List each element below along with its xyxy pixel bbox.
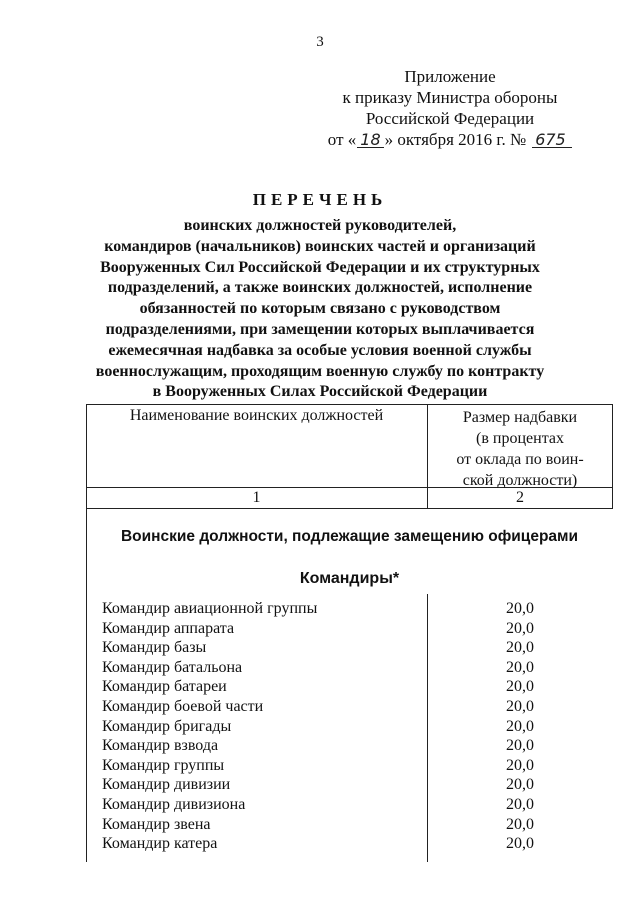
allowance-value: 20,0 (506, 697, 534, 715)
appendix-country: Российской Федерации (365, 109, 535, 128)
header-allowance-line: (в процентах (476, 430, 564, 447)
subtitle-line: ежемесячная надбавка за особые условия военной службы (108, 341, 532, 359)
header-allowance-line: Размер надбавки (462, 409, 578, 426)
column-number-2: 2 (516, 489, 524, 506)
position-name: Командир дивизиона (102, 795, 246, 813)
table-row (86, 834, 613, 854)
section-title: Воинские должности, подлежащие замещению офицерами (120, 528, 579, 545)
table-row (86, 736, 613, 756)
allowance-value: 20,0 (506, 737, 534, 755)
subtitle-line: в Вооруженных Силах Российской Федерации (152, 383, 488, 401)
table-row (86, 638, 613, 658)
position-name: Командир аппарата (102, 619, 235, 637)
allowance-value: 20,0 (506, 776, 534, 794)
position-name: Командир звена (102, 815, 211, 833)
colnum-divider (86, 508, 613, 509)
appendix-label: Приложение (404, 67, 496, 86)
allowance-value: 20,0 (506, 795, 534, 813)
allowance-value: 20,0 (506, 658, 534, 676)
allowance-value: 20,0 (506, 815, 534, 833)
allowance-value: 20,0 (506, 619, 534, 637)
position-name: Командир взвода (102, 737, 219, 755)
position-name: Командир боевой части (102, 697, 264, 715)
position-name: Командир катера (102, 835, 218, 853)
group-title: Командиры* (299, 570, 400, 587)
subtitle-line: воинских должностей руководителей, (183, 217, 457, 234)
document-title-block (0, 188, 640, 403)
order-month-year: » октября 2016 г. № (384, 130, 527, 149)
position-name: Командир авиационной группы (102, 600, 318, 617)
position-name: Командир дивизии (102, 776, 231, 794)
column-number-1: 1 (252, 489, 261, 506)
subtitle-line: подразделениями, при замещении которых выплачивается (105, 320, 535, 338)
table-row (86, 795, 613, 815)
allowance-value: 20,0 (506, 835, 534, 853)
position-name: Командир бригады (102, 717, 232, 735)
table-row (86, 775, 613, 795)
position-name: Командир группы (102, 756, 225, 774)
appendix-order-ref: к приказу Министра обороны (342, 88, 558, 107)
allowance-value: 20,0 (506, 678, 534, 696)
table-rows (86, 599, 613, 854)
header-allowance-size (427, 407, 613, 491)
document-title: ПЕРЕЧЕНЬ (252, 190, 388, 209)
subtitle-line: обязанностей по которым связано с руководством (139, 300, 501, 318)
appendix-block (300, 66, 600, 150)
table-row (86, 599, 613, 619)
allowance-value: 20,0 (506, 717, 534, 735)
table-top-border (86, 404, 613, 405)
position-name: Командир батареи (102, 678, 227, 696)
header-allowance-line: ской должности) (462, 472, 578, 489)
table-row (86, 658, 613, 678)
order-prefix: от « (327, 130, 357, 149)
header-allowance-line: от оклада по воин- (456, 451, 584, 468)
position-name: Командир базы (102, 639, 207, 657)
table-row (86, 815, 613, 835)
allowance-value: 20,0 (506, 639, 534, 657)
allowance-value: 20,0 (506, 756, 534, 774)
allowance-value: 20,0 (506, 600, 534, 617)
subtitle-line: Вооруженных Сил Российской Федерации и их структурных (100, 258, 540, 276)
allowance-table (86, 404, 613, 862)
document-subtitle (0, 216, 640, 403)
table-row (86, 756, 613, 776)
subtitle-line: военнослужащим, проходящим военную службу по контракту (95, 362, 545, 380)
table-row (86, 717, 613, 737)
header-position-name: Наименование воинских должностей (129, 407, 384, 424)
order-day-handwritten: 18 (357, 133, 383, 148)
position-name: Командир батальона (102, 658, 243, 676)
table-row (86, 697, 613, 717)
order-date-line (300, 129, 600, 150)
subtitle-line: подразделений, а также воинских должностей, исполнение (107, 279, 533, 297)
table-row (86, 619, 613, 639)
table-row (86, 677, 613, 697)
subtitle-line: командиров (начальников) воинских частей и организаций (104, 237, 536, 255)
order-number-handwritten: 675 (532, 133, 572, 148)
page-number: 3 (316, 34, 324, 50)
